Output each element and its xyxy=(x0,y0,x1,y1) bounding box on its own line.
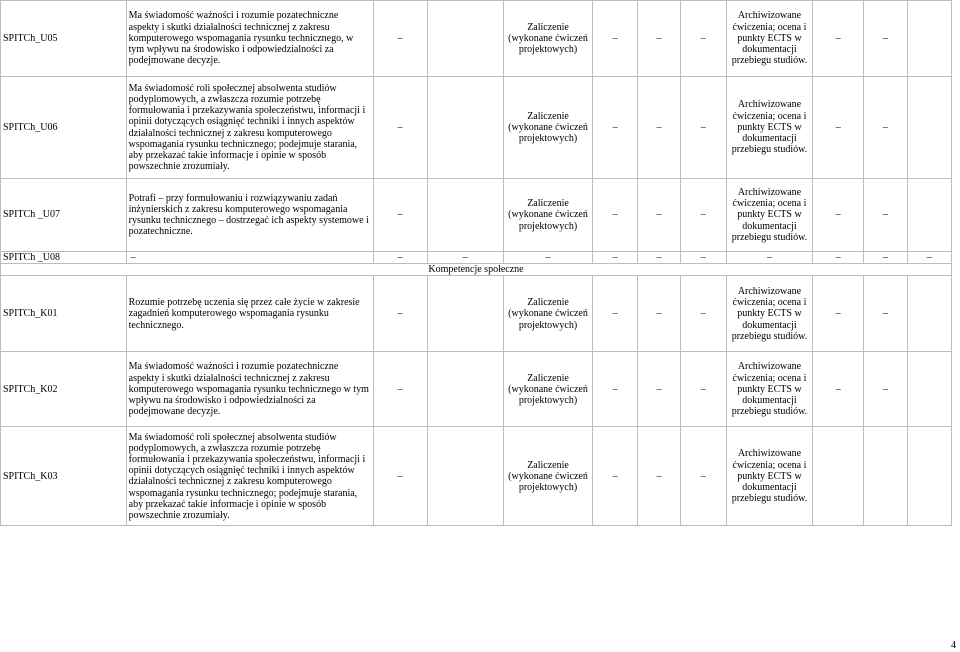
assessment-cell: Zaliczenie (wykonane ćwiczeń projektowych) xyxy=(503,276,593,352)
assessment-cell: Zaliczenie (wykonane ćwiczeń projektowych) xyxy=(503,179,593,252)
dash-cell: – xyxy=(637,352,680,427)
dash-cell: – xyxy=(681,427,726,526)
archive-cell: Archiwizowane ćwiczenia; ocena i punkty ECTS w dokumentacji przebiegu studiów. xyxy=(726,276,813,352)
dash-cell: – xyxy=(593,1,637,77)
outcome-code: SPITCh_K02 xyxy=(1,352,127,427)
outcome-description: Potrafi – przy formułowaniu i rozwiązywaniu zadań inżynierskich z zakresu komputerowego wspomagania rysunku technicznego – dostrzegać ich aspekty systemowe i pozatechniczne. xyxy=(126,179,373,252)
dash-cell: – xyxy=(593,276,637,352)
assessment-cell: Zaliczenie (wykonane ćwiczeń projektowych) xyxy=(503,352,593,427)
outcome-description: Ma świadomość ważności i rozumie pozatechniczne aspekty i skutki działalności technicznej z zakresu komputerowego wspomagania rysunku technicznego w tym wpływu na środowisko i odpowiedzialności za podejmowane decyzje. xyxy=(126,352,373,427)
dash-cell: – xyxy=(373,77,427,179)
dash-cell xyxy=(864,427,907,526)
dash-cell: – xyxy=(681,77,726,179)
dash-cell: – xyxy=(864,352,907,427)
dash-cell: – xyxy=(373,352,427,427)
dash-cell: – xyxy=(373,1,427,77)
assessment-cell: Zaliczenie (wykonane ćwiczeń projektowych) xyxy=(503,427,593,526)
section-header-row xyxy=(1,264,952,276)
outcome-code: SPITCh_U06 xyxy=(1,77,127,179)
archive-cell: Archiwizowane ćwiczenia; ocena i punkty ECTS w dokumentacji przebiegu studiów. xyxy=(726,352,813,427)
dash-cell: – xyxy=(637,276,680,352)
table-row xyxy=(1,1,952,77)
dash-cell: – xyxy=(864,77,907,179)
dash-cell: – xyxy=(373,252,427,264)
dash-cell xyxy=(907,427,951,526)
dash-cell xyxy=(427,276,503,352)
table-row xyxy=(1,77,952,179)
dash-cell xyxy=(907,179,951,252)
dash-cell: – xyxy=(593,77,637,179)
dash-cell: – xyxy=(813,77,864,179)
assessment-cell: Zaliczenie (wykonane ćwiczeń projektowych) xyxy=(503,1,593,77)
dash-cell: – xyxy=(907,252,951,264)
outcome-description: Ma świadomość roli społecznej absolwenta studiów podyplomowych, a zwłaszcza rozumie potrzebę formułowania i przekazywania społeczeństwu, informacji i opinii dotyczących osiągnięć techniki i innych aspektów działalności technicznej z zakresu komputerowego wspomagania rysunku technicznego; podejmuje starania, aby przekazać takie informacje i opinie w sposób powszechnie zrozumiały. xyxy=(126,77,373,179)
section-title: Kompetencje społeczne xyxy=(1,264,952,276)
dash-cell xyxy=(813,427,864,526)
outcome-code: SPITCh_U05 xyxy=(1,1,127,77)
dash-cell: – xyxy=(593,427,637,526)
dash-cell: – xyxy=(681,179,726,252)
dash-cell: – xyxy=(637,1,680,77)
dash-cell: – xyxy=(637,427,680,526)
dash-cell: – xyxy=(637,179,680,252)
outcome-description: Rozumie potrzebę uczenia się przez całe życie w zakresie zagadnień komputerowego wspomagania rysunku technicznego. xyxy=(126,276,373,352)
dash-cell: – xyxy=(864,252,907,264)
dash-cell xyxy=(427,427,503,526)
dash-cell: – xyxy=(373,179,427,252)
dash-cell: – xyxy=(373,276,427,352)
dash-cell: – xyxy=(813,276,864,352)
dash-cell xyxy=(907,352,951,427)
dash-cell: – xyxy=(864,276,907,352)
dash-cell xyxy=(427,1,503,77)
dash-cell: – xyxy=(593,179,637,252)
dash-cell: – xyxy=(681,1,726,77)
dash-cell xyxy=(427,77,503,179)
assessment-cell: Zaliczenie (wykonane ćwiczeń projektowych) xyxy=(503,77,593,179)
outcome-code: SPITCh _U08 xyxy=(1,252,127,264)
dash-cell: – xyxy=(681,352,726,427)
dash-cell: – xyxy=(637,77,680,179)
dash-cell: – xyxy=(726,252,813,264)
dash-cell xyxy=(907,276,951,352)
dash-cell: – xyxy=(373,427,427,526)
dash-cell: – xyxy=(681,252,726,264)
dash-cell xyxy=(427,352,503,427)
dash-cell xyxy=(907,77,951,179)
dash-cell: – xyxy=(427,252,503,264)
outcome-description: Ma świadomość ważności i rozumie pozatechniczne aspekty i skutki działalności technicznej z zakresu komputerowego wspomagania rysunku technicznego, w tym wpływu na środowisko i odpowiedzialności za podejmowane decyzje. xyxy=(126,1,373,77)
page-number: 4 xyxy=(951,640,956,651)
archive-cell: Archiwizowane ćwiczenia; ocena i punkty ECTS w dokumentacji przebiegu studiów. xyxy=(726,1,813,77)
dash-cell xyxy=(427,179,503,252)
table-row xyxy=(1,427,952,526)
dash-cell: – xyxy=(864,179,907,252)
dash-cell: – xyxy=(593,352,637,427)
dash-cell: – xyxy=(503,252,593,264)
dash-cell xyxy=(907,1,951,77)
dash-cell: – xyxy=(637,252,680,264)
dash-cell: – xyxy=(813,252,864,264)
table-row xyxy=(1,352,952,427)
table-row xyxy=(1,252,952,264)
table-row xyxy=(1,276,952,352)
dash-cell: – xyxy=(864,1,907,77)
dash-cell: – xyxy=(813,1,864,77)
dash-cell: – xyxy=(813,179,864,252)
outcome-code: SPITCh_K01 xyxy=(1,276,127,352)
table-row xyxy=(1,179,952,252)
dash-cell: – xyxy=(813,352,864,427)
dash-cell: – xyxy=(593,252,637,264)
outcome-code: SPITCh _U07 xyxy=(1,179,127,252)
dash-cell: – xyxy=(126,252,373,264)
archive-cell: Archiwizowane ćwiczenia; ocena i punkty ECTS w dokumentacji przebiegu studiów. xyxy=(726,427,813,526)
archive-cell: Archiwizowane ćwiczenia; ocena i punkty ECTS w dokumentacji przebiegu studiów. xyxy=(726,179,813,252)
archive-cell: Archiwizowane ćwiczenia; ocena i punkty ECTS w dokumentacji przebiegu studiów. xyxy=(726,77,813,179)
outcome-description: Ma świadomość roli społecznej absolwenta studiów podyplomowych, a zwłaszcza rozumie potrzebę formułowania i przekazywania społeczeństwu, informacji i opinii dotyczących osiągnięć techniki i innych aspektów działalności technicznej z zakresu komputerowego wspomagania rysunku technicznego; podejmuje starania, aby przekazać takie informacje i opinie w sposób powszechnie zrozumiały. xyxy=(126,427,373,526)
dash-cell: – xyxy=(681,276,726,352)
outcome-code: SPITCh_K03 xyxy=(1,427,127,526)
